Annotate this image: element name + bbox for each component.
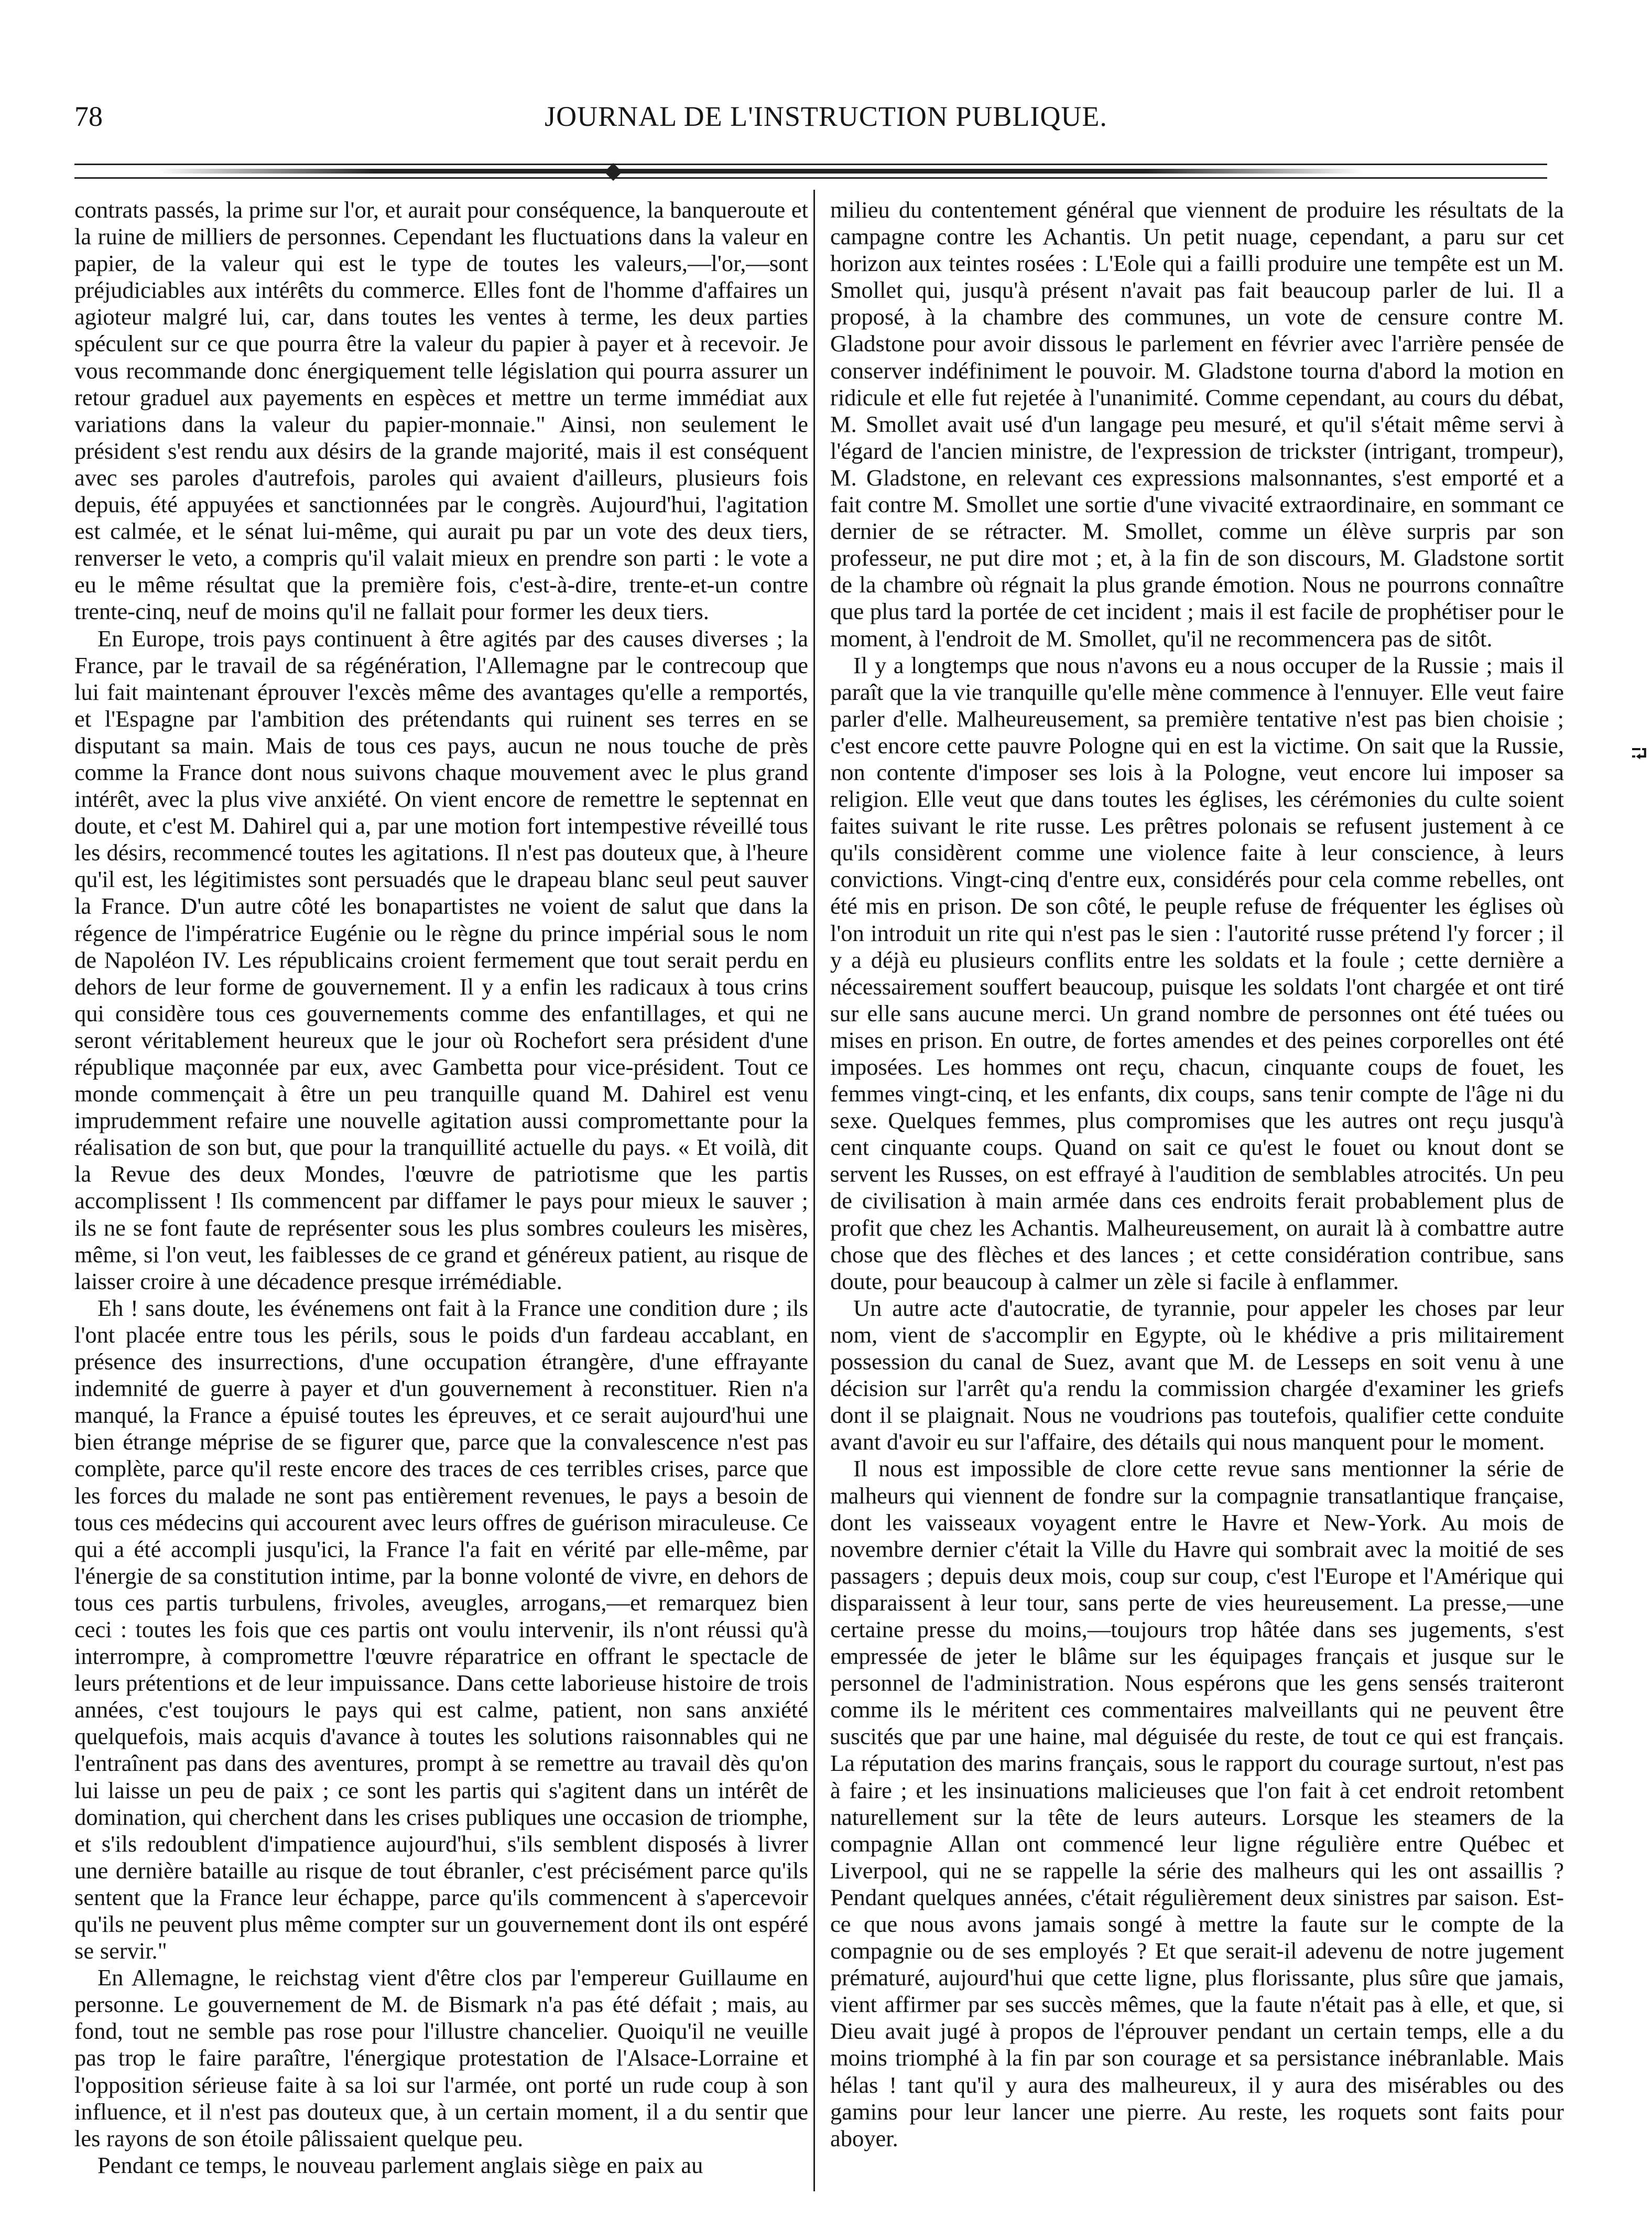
- paragraph: Pendant ce temps, le nouveau parlement anglais siège en paix au: [97, 2151, 703, 2178]
- left-column: [74, 197, 808, 2189]
- paragraph: Un autre acte d'autocratie, de tyrannie, pour appeler les choses par leur nom, vient de s'accomplir en Egypte, où le khédive a pris militairement possession du canal de Suez, avant que M. de Lesseps en soit venu à une décision sur l'arrêt qu'a rendu la commission chargée d'examiner les griefs dont il se plaignait. Nous ne voudrions pas toutefois, qualifier cette conduite avant d'avoir eu sur l'affaire, des détails qui nous manquent pour le moment.: [830, 1294, 1564, 1455]
- paragraph: En Europe, trois pays continuent à être agités par des causes diverses ; la France, par le travail de sa régénération, l'Allemagne par le contrecoup que lui fait maintenant éprouver l'excès même des avantages qu'elle a remportés, et l'Espagne par l'ambition des prétendants qui ruinent ses terres en se disputant sa main. Mais de tous ces pays, aucun ne nous touche de près comme la France dont nous suivons chaque mouvement avec le plus grand intérêt, avec la plus vive anxiété. On vient encore de remettre le septennat en doute, et c'est M. Dahirel qui a, par une motion fort intempestive réveillé tous les désirs, recommencé toutes les agitations. Il n'est pas douteux que, à l'heure qu'il est, les légitimistes sont persuadés que le drapeau blanc seul peut sauver la France. D'un autre côté les bonapartistes ne voient de salut que dans la régence de l'impératrice Eugénie ou le règne du prince impérial sous le nom de Napoléon IV. Les républicains croient fermement que tout serait perdu en dehors de leur forme de gouvernement. Il y a enfin les radicaux à tous crins qui considère tous ces gouvernements comme des enfantillages, et qui ne seront véritablement heureux que le jour où Rochefort sera président d'une république maçonnée par eux, avec Gambetta pour vice-président. Tout ce monde commençait à être un peu tranquille quand M. Dahirel est venu imprudemment refaire une nouvelle agitation aussi compromettante pour la réalisation de son but, que pour la tranquillité actuelle du pays. « Et voilà, dit la Revue des deux Mondes, l'œuvre de patriotisme que les partis accomplissent ! Ils commencent par diffamer le pays pour mieux le sauver ; ils ne se font faute de représenter sous les plus sombres couleurs les misères, même, si l'on veut, les faiblesses de ce grand et généreux patient, au risque de laisser croire à une décadence presque irrémédiable.: [74, 625, 808, 1294]
- paragraph: milieu du contentement général que viennent de produire les résultats de la campagne contre les Achantis. Un petit nuage, cependant, a paru sur cet horizon aux teintes rosées : L'Eole qui a failli produire une tempête est un M. Smollet qui, jusqu'à présent n'avait pas fait beaucoup parler de lui. Il a proposé, à la chambre des communes, un vote de censure contre M. Gladstone pour avoir dissous le parlement en février avec l'arrière pensée de conserver indéfiniment le pouvoir. M. Gladstone tourna d'abord la motion en ridicule et elle fut rejetée à l'unanimité. Comme cependant, au cours du débat, M. Smollet avait usé d'un langage peu mesuré, et qu'il s'était même servi à l'égard de l'ancien ministre, de l'expression de trickster (intrigant, trompeur), M. Gladstone, en relevant ces expressions malsonnantes, s'est emporté et a fait contre M. Smollet une sortie d'une vivacité extraordinaire, en sommant ce dernier de se rétracter. M. Smollet, comme un élève surpris par son professeur, ne put dire mot ; et, à la fin de son discours, M. Gladstone sortit de la chambre où régnait la plus grande émotion. Nous ne pourrons connaître que plus tard la portée de cet incident ; mais il est facile de prophétiser pour le moment, à l'endroit de M. Smollet, qu'il ne recommencera pas de sitôt.: [830, 197, 1564, 652]
- paragraph: En Allemagne, le reichstag vient d'être clos par l'empereur Guillaume en personne. Le gouvernement de M. de Bismark n'a pas été défait ; mais, au fond, tout ne semble pas rose pour l'illustre chancelier. Quoiqu'il ne veuille pas trop le faire paraître, l'énergique protestation de l'Alsace-Lorraine et l'opposition sérieuse faite à sa loi sur l'armée, ont porté un rude coup à son influence, et il n'est pas douteux que, à un certain moment, il a du sentir que les rayons de son étoile pâlissaient quelque peu.: [74, 1964, 808, 2151]
- header-rule-bottom: [74, 177, 1547, 179]
- right-column: [830, 197, 1564, 2189]
- paragraph: Il nous est impossible de clore cette revue sans mentionner la série de malheurs qui viennent de fondre sur la compagnie transatlantique française, dont les vaisseaux voyagent entre le Havre et New-York. Au mois de novembre dernier c'était la Ville du Havre qui sombrait avec la moitié de ses passagers ; depuis deux mois, coup sur coup, c'est l'Europe et l'Amérique qui disparaissent à leur tour, sans perte de vies heureusement. La presse,—une certaine presse du moins,—toujours trop hâtée dans ses jugements, s'est empressée de jeter le blâme sur les équipages français et jusque sur le personnel de l'administration. Nous espérons que les gens sensés traiteront comme ils le méritent ces commentaires malveillants qui ne peuvent être suscités que par une haine, mal déguisée du reste, de tout ce qui est français. La réputation des marins français, sous le rapport du courage surtout, n'est pas à faire ; et les insinuations malicieuses que l'on fait à cet endroit retombent naturellement sur la tête de leurs auteurs. Lorsque les steamers de la compagnie Allan ont commencé leur ligne régulière entre Québec et Liverpool, qui ne se rappelle la série des malheurs qui les ont assaillis ? Pendant quelques années, c'était régulièrement deux sinistres par saison. Est-ce que nous avons jamais songé à mettre la faute sur le compte de la compagnie ou de ses employés ? Et que serait-il adevenu de notre jugement prématuré, aujourd'hui que cette ligne, plus florissante, plus sûre que jamais, vient affirmer par ses succès mêmes, que la faute n'était pas à elle, et que, si Dieu avait jugé à propos de l'éprouver pendant un certain temps, elle a du moins triomphé à la fin par son courage et sa persistance inébranlable. Mais hélas ! tant qu'il y aura des malheureux, il y aura des misérables ou des gamins pour leur lancer une pierre. Au reste, les roquets sont faits pour aboyer.: [830, 1455, 1564, 2151]
- page-number: 78: [74, 101, 103, 132]
- column-divider: [813, 190, 815, 2191]
- running-title: JOURNAL DE L'INSTRUCTION PUBLIQUE.: [545, 101, 1107, 132]
- header-rule-top: [74, 164, 1547, 165]
- paragraph: contrats passés, la prime sur l'or, et aurait pour conséquence, la banqueroute et la ruine de milliers de personnes. Cependant les fluctuations dans la valeur en papier, de la valeur qui est le type de toutes les valeurs,—l'or,—sont préjudiciables aux intérêts du commerce. Elles font de l'homme d'affaires un agioteur malgré lui, car, dans toutes les ventes à terme, les deux parties spéculent sur ce que pourra être la valeur du papier à payer et à recevoir. Je vous recommande donc énergiquement telle législation qui pourra assurer un retour graduel aux payements en espèces et mettre un terme immédiat aux variations dans la valeur du papier-monnaie." Ainsi, non seulement le président s'est rendu aux désirs de la grande majorité, mais il est conséquent avec ses paroles d'autrefois, paroles qui avaient d'ailleurs, plusieurs fois depuis, été appuyées et sanctionnées par le congrès. Aujourd'hui, l'agitation est calmée, et le sénat lui-même, qui aurait pu par un vote des deux tiers, renverser le veto, a compris qu'il valait mieux en prendre son parti : le vote a eu le même résultat que la première fois, c'est-à-dire, trente-et-un contre trente-cinq, neuf de moins qu'il ne fallait pour former les deux tiers.: [74, 197, 808, 625]
- paragraph: Il y a longtemps que nous n'avons eu a nous occuper de la Russie ; mais il paraît que la vie tranquille qu'elle mène commence à l'ennuyer. Elle veut faire parler d'elle. Malheureusement, sa première tentative n'est pas bien choisie ; c'est encore cette pauvre Pologne qui en est la victime. On sait que la Russie, non contente d'imposer ses lois à la Pologne, veut encore lui imposer sa religion. Elle veut que dans toutes les églises, les cérémonies du culte soient faites suivant le rite russe. Les prêtres polonais se refusent justement à ce qu'ils considèrent comme une violence faite à leur conscience, à leurs convictions. Vingt-cinq d'entre eux, considérés pour cela comme rebelles, ont été mis en prison. De son côté, le peuple refuse de fréquenter les églises où l'on introduit un rite qui n'est pas le sien : l'autorité russe prétend l'y forcer ; il y a déjà eu plusieurs conflits entre les soldats et la foule ; cette dernière a nécessairement souffert beaucoup, puisque les soldats l'ont chargée et ont tiré sur elle sans aucune merci. Un grand nombre de personnes ont été tuées ou mises en prison. En outre, de fortes amendes et des peines corporelles ont été imposées. Les hommes ont reçu, chacun, cinquante coups de fouet, les femmes vingt-cinq, et les enfants, dix coups, sans tenir compte de l'âge ni du sexe. Quelques femmes, plus compromises que les autres ont reçu jusqu'à cent cinquante coups. Quand on sait ce qu'est le fouet ou knout dont se servent les Russes, on est effrayé à l'audition de semblables atrocités. Un peu de civilisation à main armée dans ces endroits ferait probablement plus de profit que chez les Achantis. Malheureusement, on aurait là à combattre autre chose que des flèches et des lances ; et cette considération contribue, sans doute, pour beaucoup à calmer un zèle si facile à enflammer.: [830, 652, 1564, 1294]
- header-rule-thick: [157, 169, 1363, 174]
- margin-mark: ⮒: [1631, 742, 1647, 765]
- paragraph: Eh ! sans doute, les événemens ont fait à la France une condition dure ; ils l'ont placée entre tous les périls, sous le poids d'un fardeau accablant, en présence des insurrections, d'une occupation étrangère, d'une effrayante indemnité de guerre à payer et d'un gouvernement à reconstituer. Rien n'a manqué, la France a épuisé toutes les épreuves, et ce serait aujourd'hui une bien étrange méprise de se figurer que, parce que la convalescence n'est pas complète, parce qu'il reste encore des traces de ces terribles crises, parce que les forces du malade ne sont pas entièrement revenues, le pays a besoin de tous ces médecins qui accourent avec leurs offres de guérison miraculeuse. Ce qui a été accompli jusqu'ici, la France l'a fait en vérité par elle-même, par l'énergie de sa constitution intime, par la bonne volonté de vivre, en dehors de tous ces partis turbulens, frivoles, aveugles, arrogans,—et remarquez bien ceci : toutes les fois que ces partis ont voulu intervenir, ils n'ont réussi qu'à interrompre, à compromettre l'œuvre réparatrice en offrant le spectacle de leurs prétentions et de leur impuissance. Dans cette laborieuse histoire de trois années, c'est toujours le pays qui est calme, patient, non sans anxiété quelquefois, mais acquis d'avance à toutes les solutions raisonnables qui ne l'entraînent pas dans des aventures, prompt à se remettre au travail dès qu'on lui laisse un peu de paix ; ce sont les partis qui s'agitent dans un intérêt de domination, qui cherchent dans les crises publiques une occasion de triomphe, et s'ils redoublent d'impatience aujourd'hui, s'ils semblent disposés à livrer une dernière bataille au risque de tout ébranler, c'est précisément parce qu'ils sentent que la France leur échappe, parce qu'ils commencent à s'apercevoir qu'ils ne peuvent plus même compter sur un gouvernement dont ils ont espéré se servir.": [74, 1294, 808, 1964]
